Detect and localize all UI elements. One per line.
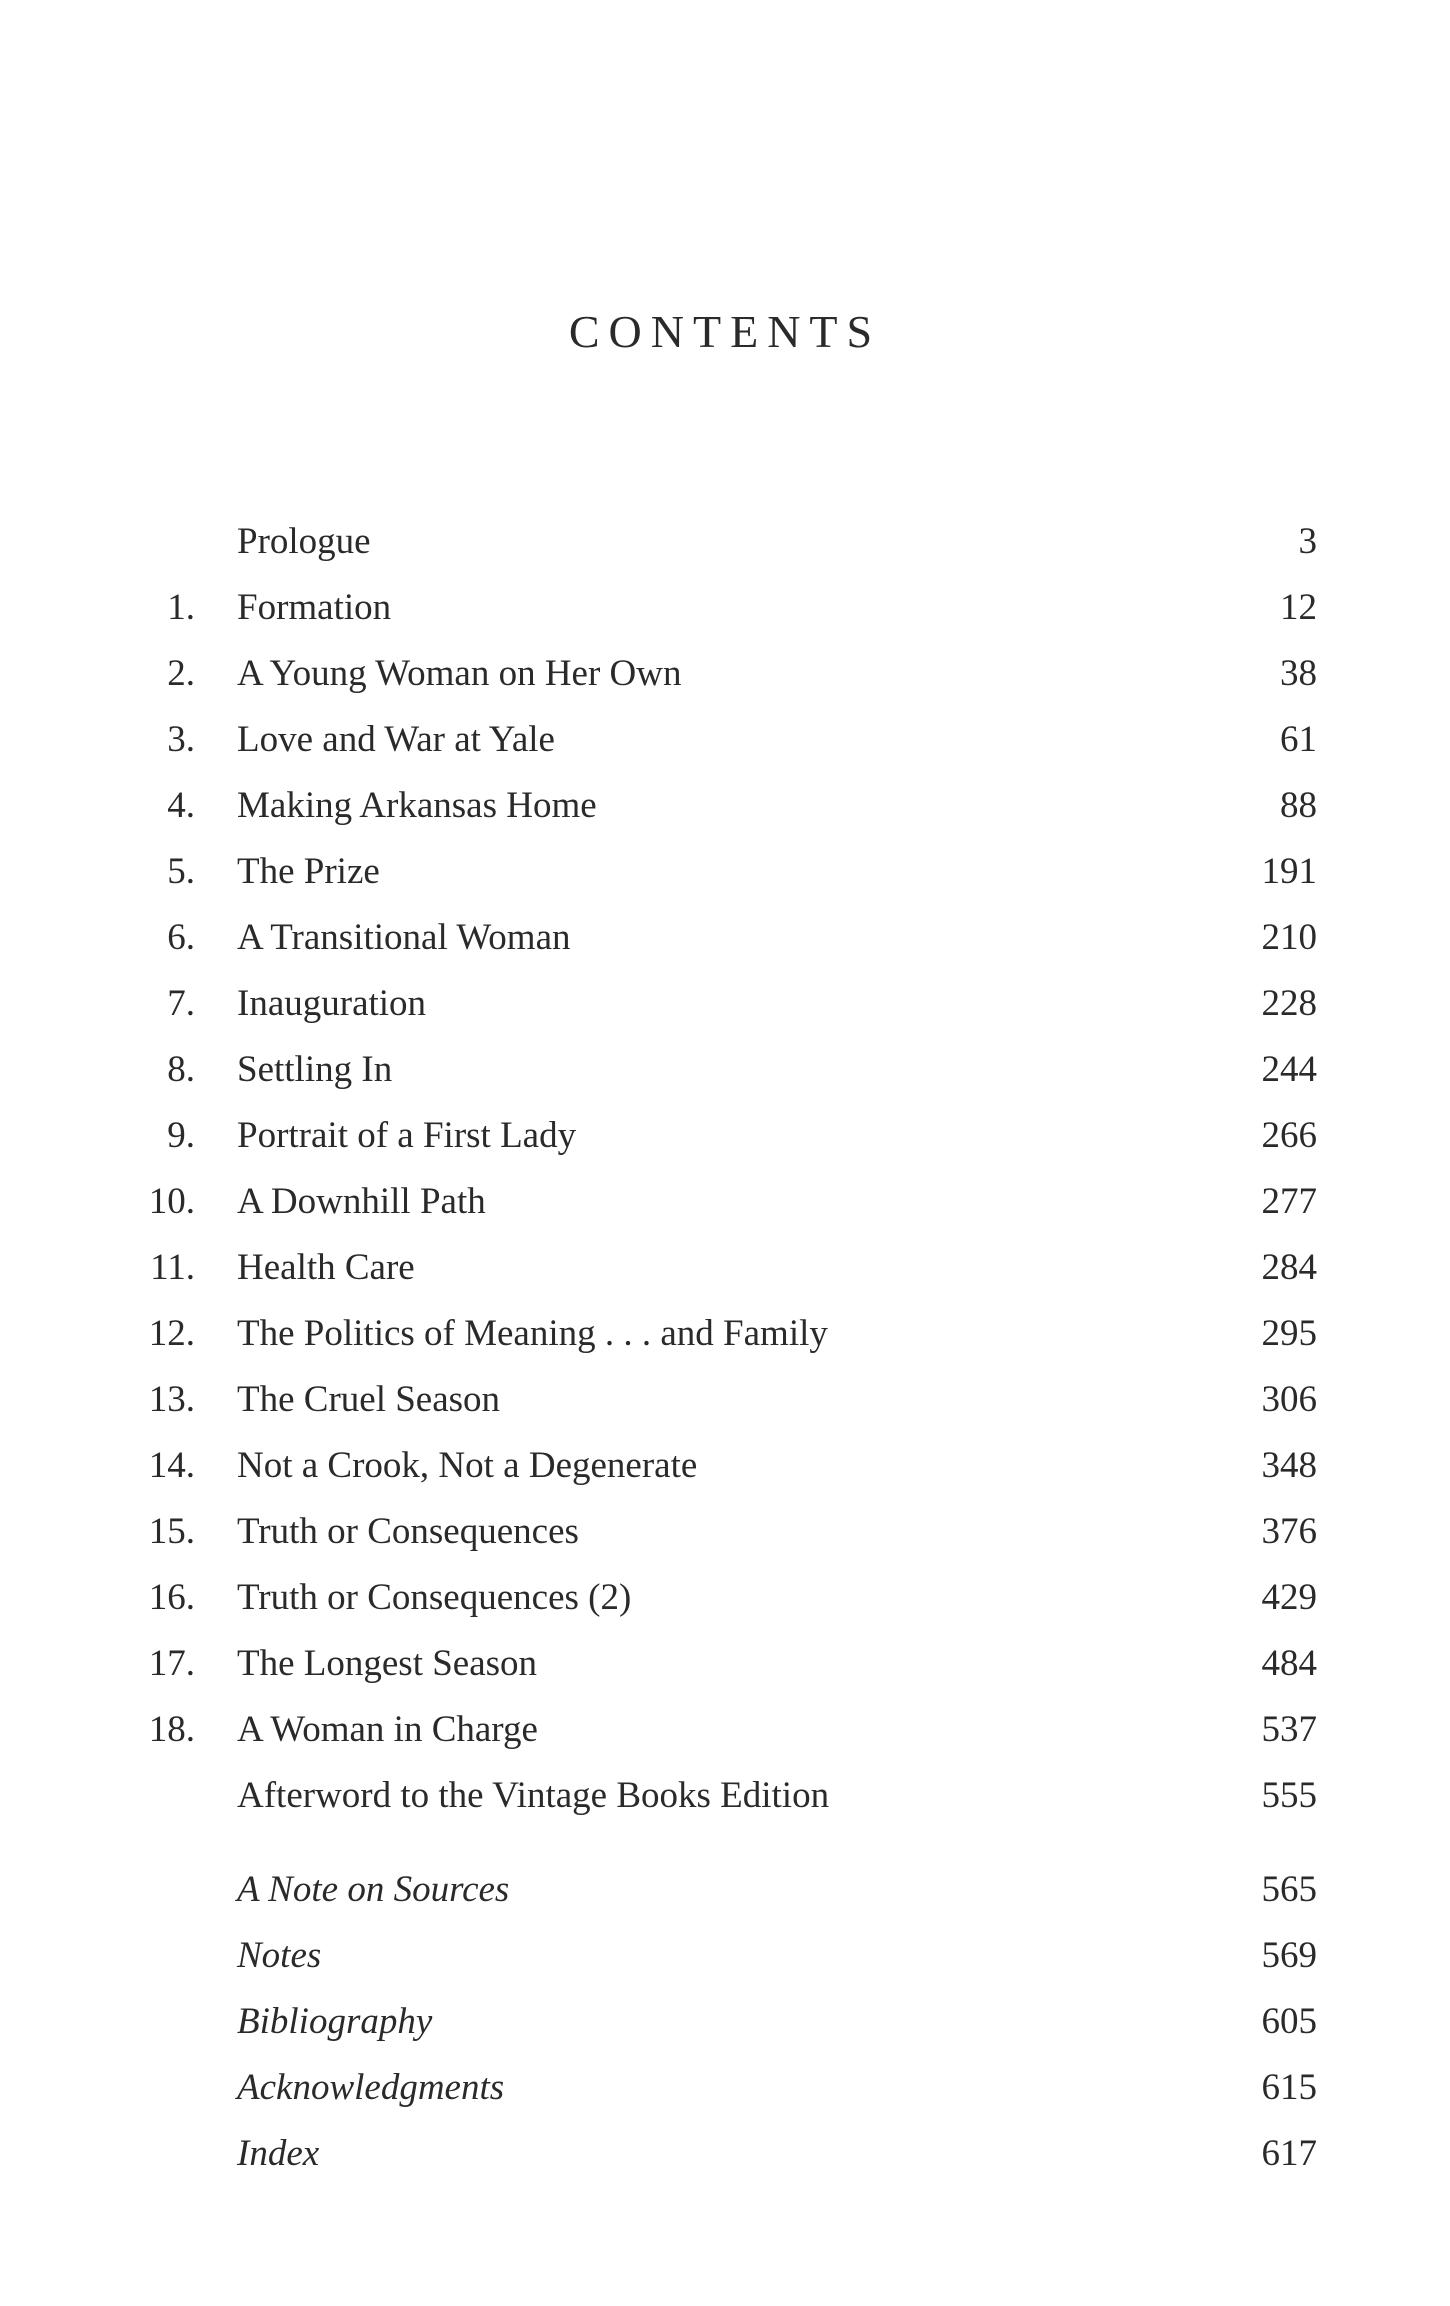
chapter-number: 14.	[148, 1445, 195, 1486]
chapter-number: 13.	[148, 1379, 195, 1420]
page-number: 605	[1261, 2001, 1317, 2042]
toc-entry-18	[0, 1700, 1450, 1760]
contents-heading: CONTENTS	[568, 306, 882, 357]
chapter-title: The Prize	[237, 851, 380, 892]
back-matter-title: Index	[237, 2133, 320, 2174]
toc-entry-16	[0, 1568, 1450, 1628]
page-number: 277	[1261, 1181, 1317, 1222]
chapter-title: Love and War at Yale	[237, 719, 555, 760]
toc-entry-10	[0, 1172, 1450, 1232]
chapter-number: 3.	[167, 719, 195, 760]
chapter-title: The Cruel Season	[237, 1379, 501, 1420]
chapter-number: 12.	[148, 1313, 195, 1354]
chapter-number: 2.	[167, 653, 195, 694]
chapter-title: Health Care	[237, 1247, 415, 1288]
page-number: 228	[1261, 983, 1317, 1024]
chapter-number: 9.	[167, 1115, 195, 1156]
chapter-title: Not a Crook, Not a Degenerate	[237, 1445, 698, 1486]
toc-entry-17	[0, 1634, 1450, 1694]
back-matter-title: Notes	[237, 1935, 322, 1976]
toc-entry-prologue	[0, 512, 1450, 572]
toc-entry-13	[0, 1370, 1450, 1430]
toc-entry-12	[0, 1304, 1450, 1364]
chapter-number: 16.	[148, 1577, 195, 1618]
chapter-title: The Longest Season	[237, 1643, 538, 1684]
back-matter-title: Acknowledgments	[237, 2067, 505, 2108]
chapter-number: 18.	[148, 1709, 195, 1750]
chapter-title: A Woman in Charge	[237, 1709, 538, 1750]
chapter-title: A Downhill Path	[237, 1181, 486, 1222]
chapter-title: Formation	[237, 587, 392, 628]
page-number: 376	[1261, 1511, 1317, 1552]
page-number: 3	[1298, 521, 1317, 562]
page-number: 555	[1261, 1775, 1317, 1816]
chapter-number: 8.	[167, 1049, 195, 1090]
chapter-title: A Young Woman on Her Own	[237, 653, 682, 694]
toc-back-matter-acknowledgments	[0, 2058, 1450, 2118]
toc-entry-7	[0, 974, 1450, 1034]
toc-entry-4	[0, 776, 1450, 836]
chapter-number: 4.	[167, 785, 195, 826]
chapter-number: 5.	[167, 851, 195, 892]
toc-entry-2	[0, 644, 1450, 704]
page-number: 12	[1280, 587, 1317, 628]
toc-back-matter-bibliography	[0, 1992, 1450, 2052]
chapter-title: Making Arkansas Home	[237, 785, 597, 826]
chapter-title: The Politics of Meaning . . . and Family	[237, 1313, 828, 1354]
page-number: 191	[1261, 851, 1317, 892]
chapter-title: Prologue	[237, 521, 371, 562]
page-number: 38	[1280, 653, 1317, 694]
chapter-title: Truth or Consequences	[237, 1511, 579, 1552]
chapter-number: 11.	[150, 1247, 195, 1288]
toc-back-matter-notes	[0, 1926, 1450, 1986]
page-number: 266	[1261, 1115, 1317, 1156]
chapter-title: Settling In	[237, 1049, 393, 1090]
chapter-title: Truth or Consequences (2)	[237, 1577, 632, 1618]
page-number: 244	[1261, 1049, 1317, 1090]
toc-entry-15	[0, 1502, 1450, 1562]
chapter-title: A Transitional Woman	[237, 917, 571, 958]
chapter-number: 6.	[167, 917, 195, 958]
toc-back-matter-index	[0, 2124, 1450, 2184]
toc-entry-6	[0, 908, 1450, 968]
page-number: 484	[1261, 1643, 1317, 1684]
page-number: 617	[1261, 2133, 1317, 2174]
toc-entry-9	[0, 1106, 1450, 1166]
back-matter-title: Bibliography	[237, 2001, 433, 2042]
chapter-number: 1.	[167, 587, 195, 628]
page-number: 565	[1261, 1869, 1317, 1910]
chapter-number: 10.	[148, 1181, 195, 1222]
toc-entry-14	[0, 1436, 1450, 1496]
chapter-number: 7.	[167, 983, 195, 1024]
chapter-title: Inauguration	[237, 983, 427, 1024]
toc-entry-8	[0, 1040, 1450, 1100]
page-number: 569	[1261, 1935, 1317, 1976]
back-matter-title: A Note on Sources	[237, 1869, 510, 1910]
toc-entry-afterword	[0, 1766, 1450, 1826]
page-number: 295	[1261, 1313, 1317, 1354]
toc-entry-3	[0, 710, 1450, 770]
toc-entry-11	[0, 1238, 1450, 1298]
page-number: 537	[1261, 1709, 1317, 1750]
page-number: 61	[1280, 719, 1317, 760]
chapter-title: Portrait of a First Lady	[237, 1115, 577, 1156]
page-number: 210	[1261, 917, 1317, 958]
page-number: 88	[1280, 785, 1317, 826]
toc-entry-1	[0, 578, 1450, 638]
chapter-number: 15.	[148, 1511, 195, 1552]
page-number: 306	[1261, 1379, 1317, 1420]
chapter-number: 17.	[148, 1643, 195, 1684]
toc-back-matter-sources	[0, 1860, 1450, 1920]
page-number: 284	[1261, 1247, 1317, 1288]
toc-entry-5	[0, 842, 1450, 902]
page-number: 348	[1261, 1445, 1317, 1486]
page-number: 615	[1261, 2067, 1317, 2108]
page-number: 429	[1261, 1577, 1317, 1618]
chapter-title: Afterword to the Vintage Books Edition	[237, 1775, 830, 1816]
